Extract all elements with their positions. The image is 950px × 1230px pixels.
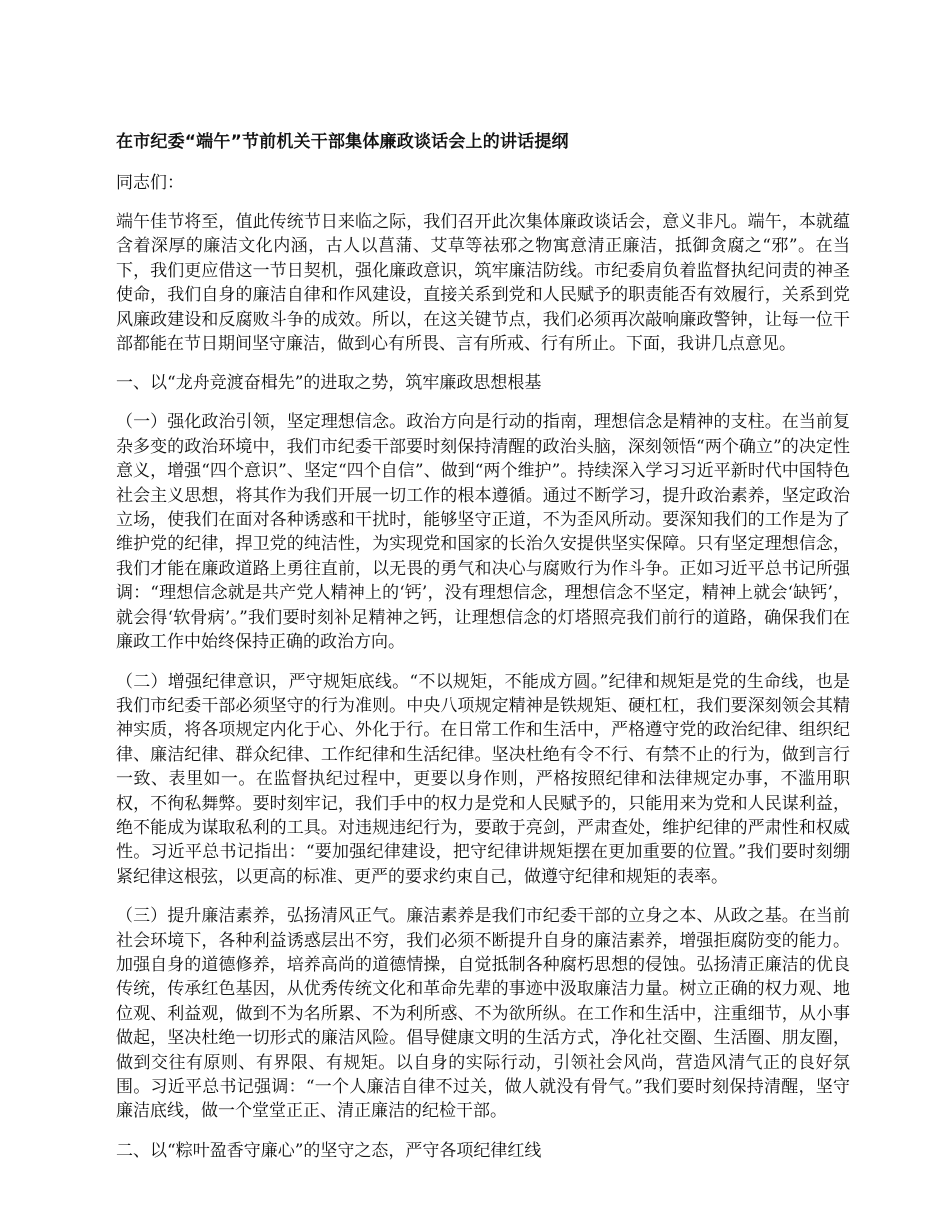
document-page — [116, 118, 850, 1163]
document-title: 在市纪委“端午”节前机关干部集体廉政谈话会上的讲话提纲 — [116, 132, 569, 152]
intro-paragraph: 端午佳节将至，值此传统节日来临之际，我们召开此次集体廉政谈话会，意义非凡。端午，本就蕴含着深厚的廉洁文化内涵，古人以菖蒲、艾草等祛邪之物寓意清正廉洁，抵御贪腐之“邪”。在当下，我们更应借这一节日契机，强化廉政意识，筑牢廉洁防线。市纪委肩负着监督执纪问责的神圣使命，我们自身的廉洁自律和作风建设，直接关系到党和人民赋予的职责能否有效履行，关系到党风廉政建设和反腐败斗争的成效。所以，在这关键节点，我们必须再次敲响廉政警钟，让每一位干部都能在节日期间坚守廉洁，做到心有所畏、言有所戒、行有所止。下面，我讲几点意见。 — [116, 212, 850, 355]
section-2-heading: 二、以“粽叶盈香守廉心”的坚守之态，严守各项纪律红线 — [116, 1140, 542, 1161]
section-1-heading: 一、以“龙舟竞渡奋楫先”的进取之势，筑牢廉政思想根基 — [116, 373, 542, 394]
section-1-paragraph-3: （三）提升廉洁素养，弘扬清风正气。廉洁素养是我们市纪委干部的立身之本、从政之基。在当前社会环境下，各种利益诱惑层出不穷，我们必须不断提升自身的廉洁素养，增强拒腐防变的能力。加强自身的道德修养，培养高尚的道德情操，自觉抵制各种腐朽思想的侵蚀。弘扬清正廉洁的优良传统，传承红色基因，从优秀传统文化和革命先辈的事迹中汲取廉洁力量。树立正确的权力观、地位观、利益观，做到不为名所累、不为利所惑、不为欲所纵。在工作和生活中，注重细节，从小事做起，坚决杜绝一切形式的廉洁风险。倡导健康文明的生活方式，净化社交圈、生活圈、朋友圈，做到交往有原则、有界限、有规矩。以自身的实际行动，引领社会风尚，营造风清气正的良好氛围。习近平总书记强调：“一个人廉洁自律不过关，做人就没有骨气。”我们要时刻保持清醒，坚守廉洁底线，做一个堂堂正正、清正廉洁的纪检干部。 — [116, 906, 850, 1122]
section-1-paragraph-2: （二）增强纪律意识，严守规矩底线。“不以规矩，不能成方圆。”纪律和规矩是党的生命线，也是我们市纪委干部必须坚守的行为准则。中央八项规定精神是铁规矩、硬杠杠，我们要深刻领会其精神实质，将各项规定内化于心、外化于行。在日常工作和生活中，严格遵守党的政治纪律、组织纪律、廉洁纪律、群众纪律、工作纪律和生活纪律。坚决杜绝有令不行、有禁不止的行为，做到言行一致、表里如一。在监督执纪过程中，更要以身作则，严格按照纪律和法律规定办事，不滥用职权，不徇私舞弊。要时刻牢记，我们手中的权力是党和人民赋予的，只能用来为党和人民谋利益，绝不能成为谋取私利的工具。对违规违纪行为，要敢于亮剑，严肃查处，维护纪律的严肃性和权威性。习近平总书记指出：“要加强纪律建设，把守纪律讲规矩摆在更加重要的位置。”我们要时刻绷紧纪律这根弦，以更高的标准、更严的要求约束自己，做遵守纪律和规矩的表率。 — [116, 671, 850, 887]
section-1-paragraph-1: （一）强化政治引领，坚定理想信念。政治方向是行动的指南，理想信念是精神的支柱。在当前复杂多变的政治环境中，我们市纪委干部要时刻保持清醒的政治头脑，深刻领悟“两个确立”的决定性意义，增强“四个意识”、坚定“四个自信”、做到“两个维护”。持续深入学习习近平新时代中国特色社会主义思想，将其作为我们开展一切工作的根本遵循。通过不断学习，提升政治素养，坚定政治立场，使我们在面对各种诱惑和干扰时，能够坚守正道，不为歪风所动。要深知我们的工作是为了维护党的纪律，捍卫党的纯洁性，为实现党和国家的长治久安提供坚实保障。只有坚定理想信念，我们才能在廉政道路上勇往直前，以无畏的勇气和决心与腐败行为作斗争。正如习近平总书记所强调：“理想信念就是共产党人精神上的‘钙’，没有理想信念，理想信念不坚定，精神上就会‘缺钙’，就会得‘软骨病’。”我们要时刻补足精神之钙，让理想信念的灯塔照亮我们前行的道路，确保我们在廉政工作中始终保持正确的政治方向。 — [116, 412, 850, 653]
greeting: 同志们： — [116, 173, 184, 193]
